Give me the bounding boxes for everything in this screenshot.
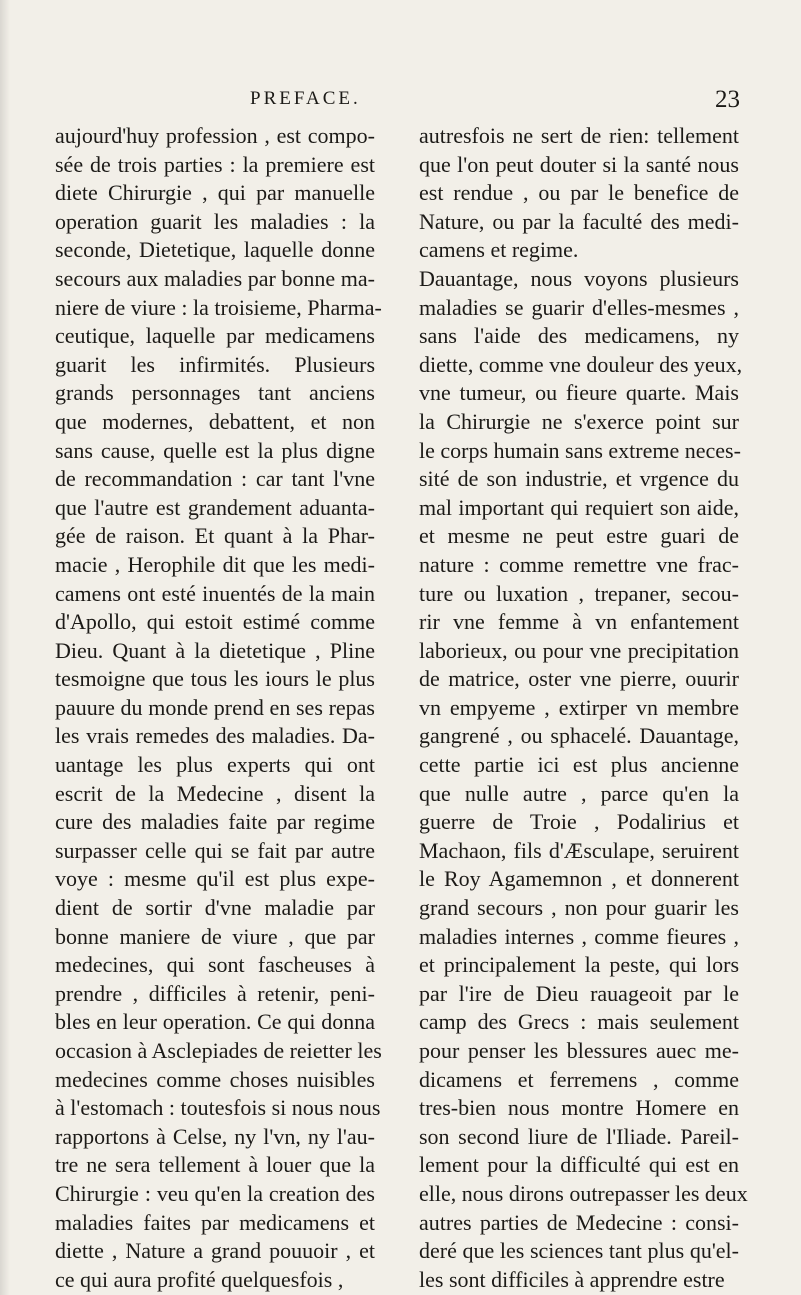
text-line: sans cause, quelle est la plus digne xyxy=(55,437,375,463)
text-line: que l'on peut douter si la santé nous xyxy=(419,151,739,177)
text-line: uantage les plus experts qui ont xyxy=(55,752,375,778)
text-line: surpasser celle qui se fait par autre xyxy=(55,837,375,863)
text-line: tre ne sera tellement à louer que la xyxy=(55,1152,375,1178)
text-line: est rendue , ou par le benefice de xyxy=(419,180,739,206)
text-line: et principalement la peste, qui lors xyxy=(419,952,739,978)
text-line: diette, comme vne douleur des yeux, xyxy=(419,351,743,377)
text-line: voye : mesme qu'il est plus expe- xyxy=(55,866,375,892)
text-line: d'Apollo, qui estoit estimé comme xyxy=(55,609,375,635)
text-line: autresfois ne sert de rien: tellement xyxy=(419,123,739,148)
text-line: macie , Herophile dit que les medi- xyxy=(55,551,375,577)
text-line: les sont difficiles à apprendre estre xyxy=(419,1266,725,1292)
text-line: les vrais remedes des maladies. Da- xyxy=(55,723,375,749)
text-line: de matrice, oster vne pierre, ouurir xyxy=(419,666,739,692)
text-line: maladies faites par medicamens et xyxy=(55,1209,375,1235)
text-line: niere de viure : la troisieme, Pharma- xyxy=(55,294,382,320)
text-line: tres-bien nous montre Homere en xyxy=(419,1095,739,1121)
text-line: de recommandation : car tant l'vne xyxy=(55,466,375,492)
text-line: bles en leur operation. Ce qui donna xyxy=(55,1009,375,1035)
text-line: laborieux, ou pour vne precipitation xyxy=(419,637,739,663)
text-line: maladies internes , comme fieures , xyxy=(419,923,739,949)
text-line: ceutique, laquelle par medicamens xyxy=(55,323,375,349)
text-line: dient de sortir d'vne maladie par xyxy=(55,895,375,921)
text-line: que l'autre est grandement aduanta- xyxy=(55,494,375,520)
running-head: PREFACE. xyxy=(250,88,361,109)
text-line: ce qui aura profité quelquesfois , xyxy=(55,1266,344,1292)
text-line: Nature, ou par la faculté des medi- xyxy=(419,208,739,234)
text-line: camp des Grecs : mais seulement xyxy=(419,1009,739,1035)
text-line: seconde, Dietetique, laquelle donne xyxy=(55,237,375,263)
text-line: cette partie ici est plus ancienne xyxy=(419,752,739,778)
text-line: sans l'aide des medicamens, ny xyxy=(419,323,739,349)
text-line: escrit de la Medecine , disent la xyxy=(55,780,375,806)
text-line: son second liure de l'Iliade. Pareil- xyxy=(419,1123,739,1149)
text-line: que modernes, debattent, et non xyxy=(55,408,375,434)
text-line: elle, nous dirons outrepasser les deux xyxy=(419,1180,748,1206)
text-line: bonne maniere de viure , que par xyxy=(55,923,375,949)
text-line: Dauantage, nous voyons plusieurs xyxy=(419,265,739,291)
text-line: medecines comme choses nuisibles xyxy=(55,1066,375,1092)
page-number: 23 xyxy=(715,86,740,113)
text-line: Chirurgie : veu qu'en la creation des xyxy=(55,1180,375,1206)
text-line: vn empyeme , extirper vn membre xyxy=(419,694,739,720)
text-line: camens et regime. xyxy=(419,237,579,263)
text-line: medecines, qui sont fascheuses à xyxy=(55,952,375,978)
text-line: diette , Nature a grand pouuoir , et xyxy=(55,1238,375,1264)
text-line: et mesme ne peut estre guari de xyxy=(419,523,739,549)
text-line: sité de son industrie, et vrgence du xyxy=(419,466,739,492)
text-line: sée de trois parties : la premiere est xyxy=(55,151,375,177)
text-line: autres parties de Medecine : consi- xyxy=(419,1209,739,1235)
text-line: rapportons à Celse, ny l'vn, ny l'au- xyxy=(55,1123,375,1149)
text-line: Machaon, fils d'Æsculape, seruirent xyxy=(419,837,739,863)
text-line: deré que les sciences tant plus qu'el- xyxy=(419,1238,739,1264)
text-line: aujourd'huy profession , est compo- xyxy=(55,123,375,148)
text-line: operation guarit les maladies : la xyxy=(55,208,375,234)
text-line: maladies se guarir d'elles-mesmes , xyxy=(419,294,739,320)
page-header xyxy=(80,88,740,118)
text-line: secours aux maladies par bonne ma- xyxy=(55,265,375,291)
binding-shadow xyxy=(0,0,10,1295)
text-line: grand secours , non pour guarir les xyxy=(419,895,739,921)
text-line: camens ont esté inuentés de la main xyxy=(55,580,375,606)
text-line: dicamens et ferremens , comme xyxy=(419,1066,739,1092)
text-line: à l'estomach : toutesfois si nous nous xyxy=(55,1095,381,1121)
text-line: guarit les infirmités. Plusieurs xyxy=(55,351,375,377)
text-line: tesmoigne que tous les iours le plus xyxy=(55,666,375,692)
text-line: pauure du monde prend en ses repas xyxy=(55,694,375,720)
text-line: gangrené , ou sphacelé. Dauantage, xyxy=(419,723,739,749)
text-line: gée de raison. Et quant à la Phar- xyxy=(55,523,375,549)
text-line: que nulle autre , parce qu'en la xyxy=(419,780,739,806)
text-line: pour penser les blessures auec me- xyxy=(419,1038,739,1063)
text-line: occasion à Asclepiades de reietter les xyxy=(55,1038,382,1063)
text-line: grands personnages tant anciens xyxy=(55,380,375,406)
text-line: cure des maladies faite par regime xyxy=(55,809,375,835)
text-line: diete Chirurgie , qui par manuelle xyxy=(55,180,375,206)
text-line: Dieu. Quant à la dietetique , Pline xyxy=(55,637,375,663)
text-line: par l'ire de Dieu rauageoit par le xyxy=(419,980,739,1006)
text-line: ture ou luxation , trepaner, secou- xyxy=(419,580,739,606)
text-line: prendre , difficiles à retenir, peni- xyxy=(55,980,375,1006)
text-line: nature : comme remettre vne frac- xyxy=(419,551,739,577)
text-line: le Roy Agamemnon , et donnerent xyxy=(419,866,739,892)
left-text-column xyxy=(55,122,382,1294)
text-line: le corps humain sans extreme neces- xyxy=(419,437,741,463)
right-text-column xyxy=(419,122,748,1294)
text-line: rir vne femme à vn enfantement xyxy=(419,609,739,635)
text-line: lement pour la difficulté qui est en xyxy=(419,1152,739,1178)
text-line: guerre de Troie , Podalirius et xyxy=(419,809,739,835)
text-line: la Chirurgie ne s'exerce point sur xyxy=(419,408,739,434)
text-line: mal important qui requiert son aide, xyxy=(419,494,739,520)
text-line: vne tumeur, ou fieure quarte. Mais xyxy=(419,380,739,406)
